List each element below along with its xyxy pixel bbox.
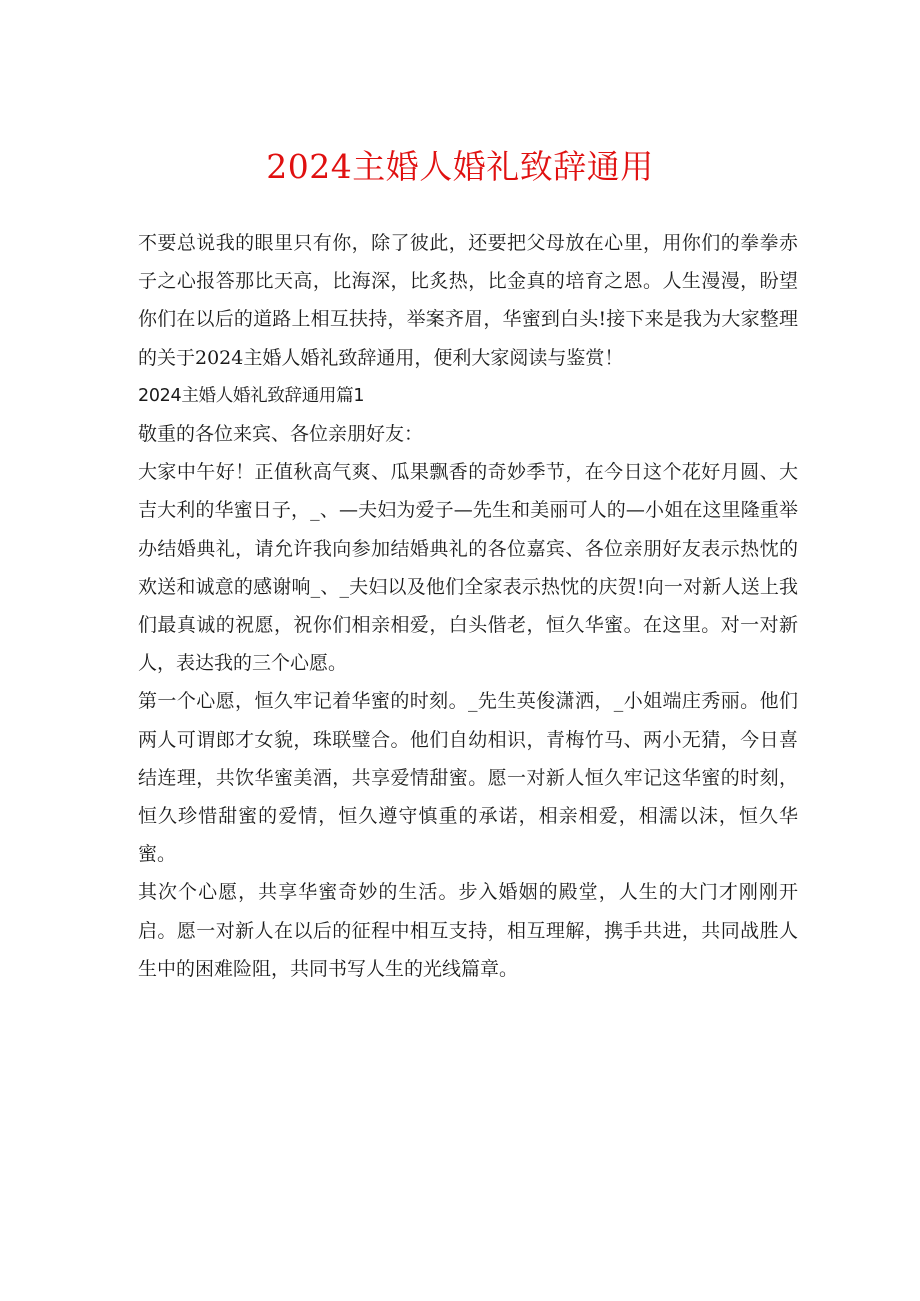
document-title: 2024主婚人婚礼致辞通用 (266, 147, 654, 186)
intro-paragraph: 不要总说我的眼里只有你，除了彼此，还要把父母放在心里，用你们的拳拳赤子之心报答那比天高，比海深，比炙热，比金真的培育之恩。人生漫漫，盼望你们在以后的道路上相互扶持，举案齐眉，华蜜到白头!接下来是我为大家整理的关于2024主婚人婚礼致辞通用，便利大家阅读与鉴赏！ (138, 232, 798, 369)
section-heading: 2024主婚人婚礼致辞通用篇1 (138, 385, 365, 406)
greeting-line: 敬重的各位来宾、各位亲朋好友： (138, 423, 424, 446)
document-body (138, 224, 798, 988)
body-paragraph: 第一个心愿，恒久牢记着华蜜的时刻。_先生英俊潇洒，_小姐端庄秀丽。他们两人可谓郎才女貌，珠联璧合。他们自幼相识，青梅竹马、两小无猜，今日喜结连理，共饮华蜜美酒，共享爱情甜蜜。愿一对新人恒久牢记这华蜜的时刻，恒久珍惜甜蜜的爱情，恒久遵守慎重的承诺，相亲相爱，相濡以沫，恒久华蜜。 (138, 690, 798, 866)
body-paragraph: 大家中午好！正值秋高气爽、瓜果飘香的奇妙季节，在今日这个花好月圆、大吉大利的华蜜日子，_、—夫妇为爱子—先生和美丽可人的—小姐在这里隆重举办结婚典礼，请允许我向参加结婚典礼的各位嘉宾、各位亲朋好友表示热忱的欢送和诚意的感谢响_、_夫妇以及他们全家表示热忱的庆贺!向一对新人送上我们最真诚的祝愿，祝你们相亲相爱，白头偕老，恒久华蜜。在这里。对一对新人，表达我的三个心愿。 (138, 461, 798, 675)
body-paragraph: 其次个心愿，共享华蜜奇妙的生活。步入婚姻的殿堂，人生的大门才刚刚开启。愿一对新人在以后的征程中相互支持，相互理解，携手共进，共同战胜人生中的困难险阻，共同书写人生的光线篇章。 (138, 881, 798, 980)
